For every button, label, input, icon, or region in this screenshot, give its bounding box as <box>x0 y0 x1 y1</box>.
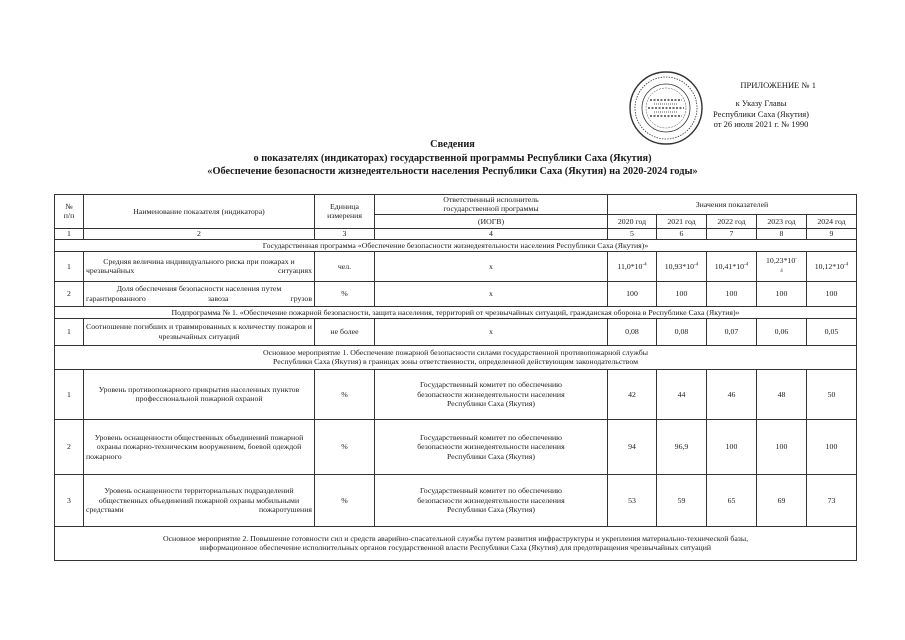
row-value-2021: 100 <box>657 281 707 306</box>
header-name: Наименование показателя (индикатора) <box>84 195 315 229</box>
row-value-2023: 100 <box>757 419 807 474</box>
row-executor: х <box>375 281 608 306</box>
measure-1-line-1: Основное мероприятие 1. Обеспечение пожарной безопасности силами государственной противопожарной службы <box>263 347 648 357</box>
header-year-2020: 2020 год <box>608 214 657 228</box>
table-row <box>55 419 857 474</box>
col-number: 3 <box>315 228 375 239</box>
col-number: 5 <box>608 228 657 239</box>
row-num: 1 <box>55 369 84 419</box>
col-number: 1 <box>55 228 84 239</box>
measure-2-line-2: информационное обеспечение исполнительных органов государственной власти Республики Саха (Якутия) для предотвращения чрезвычайных ситуаций <box>199 543 712 553</box>
row-value-2022: 0,07 <box>707 318 757 345</box>
row-indicator-name: Средняя величина индивидуального риска при пожарах и чрезвычайных ситуациях <box>84 251 315 281</box>
header-year-2021: 2021 год <box>657 214 707 228</box>
row-value-2024: 50 <box>807 369 857 419</box>
row-value-2024: $10,12*10^{-4}$ <box>807 251 857 281</box>
row-executor: Государственный комитет по обеспечению безопасности жизнедеятельности населения Республики Саха (Якутия) <box>375 369 608 419</box>
row-value-2024: 73 <box>807 474 857 526</box>
row-value-2022: 100 <box>707 281 757 306</box>
header-year-2024: 2024 год <box>807 214 857 228</box>
row-value-2021: 96,9 <box>657 419 707 474</box>
row-indicator-name: Уровень оснащенности территориальных подразделений общественных объединений пожарной охраны мобильными средствами пожаротушения <box>84 474 315 526</box>
row-unit: % <box>315 369 375 419</box>
appendix-block <box>696 80 826 130</box>
row-unit: не более <box>315 318 375 345</box>
row-num: 2 <box>55 281 84 306</box>
row-num: 1 <box>55 251 84 281</box>
appendix-line-3: от 26 июля 2021 г. № 1990 <box>713 119 809 130</box>
column-numbers-row <box>55 228 857 239</box>
table-row <box>55 281 857 306</box>
row-value-2024: 100 <box>807 281 857 306</box>
program-title-row: Государственная программа «Обеспечение безопасности жизнедеятельности населения Республики Саха (Якутия)» <box>55 239 857 251</box>
row-unit: чел. <box>315 251 375 281</box>
row-num: 2 <box>55 419 84 474</box>
measure-1-line-2: Республики Саха (Якутия) в границах зоны ответственности, определенной действующим законодательством <box>273 357 638 367</box>
row-num: 1 <box>55 318 84 345</box>
row-value-2020: 0,08 <box>608 318 657 345</box>
row-num: 3 <box>55 474 84 526</box>
row-value-2022: 46 <box>707 369 757 419</box>
row-value-2023: 10,23*10- 4 <box>757 251 807 281</box>
row-executor: Государственный комитет по обеспечению безопасности жизнедеятельности населения Республики Саха (Якутия) <box>375 419 608 474</box>
indicators-table <box>54 194 857 561</box>
row-indicator-name: Соотношение погибших и травмированных к количеству пожаров и чрезвычайных ситуаций <box>84 318 315 345</box>
col-number: 4 <box>375 228 608 239</box>
table-row <box>55 251 857 281</box>
appendix-title: ПРИЛОЖЕНИЕ № 1 <box>740 80 816 90</box>
col-number: 8 <box>757 228 807 239</box>
document-heading <box>120 138 785 179</box>
row-value-2020: 94 <box>608 419 657 474</box>
measure-2-line-1: Основное мероприятие 2. Повышение готовности сил и средств аварийно-спасательной службы путем развития инфраструктуры и укрепления материально-технической базы, <box>162 533 749 543</box>
row-value-2023: 69 <box>757 474 807 526</box>
measure-1-title-row <box>55 345 857 369</box>
appendix-line-2: Республики Саха (Якутия) <box>712 108 809 119</box>
row-value-2020: 53 <box>608 474 657 526</box>
row-indicator-name: Доля обеспечения безопасности населения путем гарантированного завоза грузов <box>84 281 315 306</box>
header-exec: Ответственный исполнитель государственной программы <box>375 195 608 215</box>
row-value-2022: $10,41*10^{-4}$ <box>707 251 757 281</box>
row-value-2021: 44 <box>657 369 707 419</box>
row-value-2020: $11,0*10^{-4}$ <box>608 251 657 281</box>
row-value-2020: 100 <box>608 281 657 306</box>
col-number: 2 <box>84 228 315 239</box>
header-exec-abbr: (ИОГВ) <box>375 214 608 228</box>
table-row <box>55 318 857 345</box>
col-number: 7 <box>707 228 757 239</box>
heading-subtitle: о показателях (индикаторах) государственной программы Республики Саха (Якутия) <box>253 152 652 164</box>
row-indicator-name: Уровень противопожарного прикрытия населенных пунктов профессиональной пожарной охраной <box>84 369 315 419</box>
row-value-2021: 0,08 <box>657 318 707 345</box>
row-unit: % <box>315 281 375 306</box>
row-executor: х <box>375 318 608 345</box>
header-year-2022: 2022 год <box>707 214 757 228</box>
table-row <box>55 369 857 419</box>
header-unit: Единица измерения <box>315 195 375 229</box>
header-year-2023: 2023 год <box>757 214 807 228</box>
header-values: Значения показателей <box>608 195 857 215</box>
row-value-2022: 100 <box>707 419 757 474</box>
row-unit: % <box>315 474 375 526</box>
official-seal-stamp <box>628 70 704 146</box>
table-row <box>55 474 857 526</box>
heading-program-name: «Обеспечение безопасности жизнедеятельности населения Республики Саха (Якутия) на 2020-2024 годы» <box>207 166 698 178</box>
col-number: 9 <box>807 228 857 239</box>
heading-title: Сведения <box>430 139 475 150</box>
row-value-2024: 0,05 <box>807 318 857 345</box>
row-value-2023: 0,06 <box>757 318 807 345</box>
col-number: 6 <box>657 228 707 239</box>
row-indicator-name: Уровень оснащенности общественных объединений пожарной охраны пожарно-техническим вооружением, боевой одеждой пожарного <box>84 419 315 474</box>
row-value-2024: 100 <box>807 419 857 474</box>
row-value-2021: $10,93*10^{-4}$ <box>657 251 707 281</box>
measure-2-title-row <box>55 526 857 560</box>
row-executor: х <box>375 251 608 281</box>
header-num: № п/п <box>55 195 84 229</box>
row-value-2022: 65 <box>707 474 757 526</box>
subprogram-title-row: Подпрограмма № 1. «Обеспечение пожарной безопасности, защита населения, территорий от чрезвычайных ситуаций, гражданская оборона в Республике Саха (Якутия)» <box>55 306 857 318</box>
appendix-line-1: к Указу Главы <box>735 98 787 109</box>
row-value-2023: 100 <box>757 281 807 306</box>
row-value-2021: 59 <box>657 474 707 526</box>
row-executor: Государственный комитет по обеспечению безопасности жизнедеятельности населения Республики Саха (Якутия) <box>375 474 608 526</box>
row-value-2020: 42 <box>608 369 657 419</box>
row-unit: % <box>315 419 375 474</box>
row-value-2023: 48 <box>757 369 807 419</box>
